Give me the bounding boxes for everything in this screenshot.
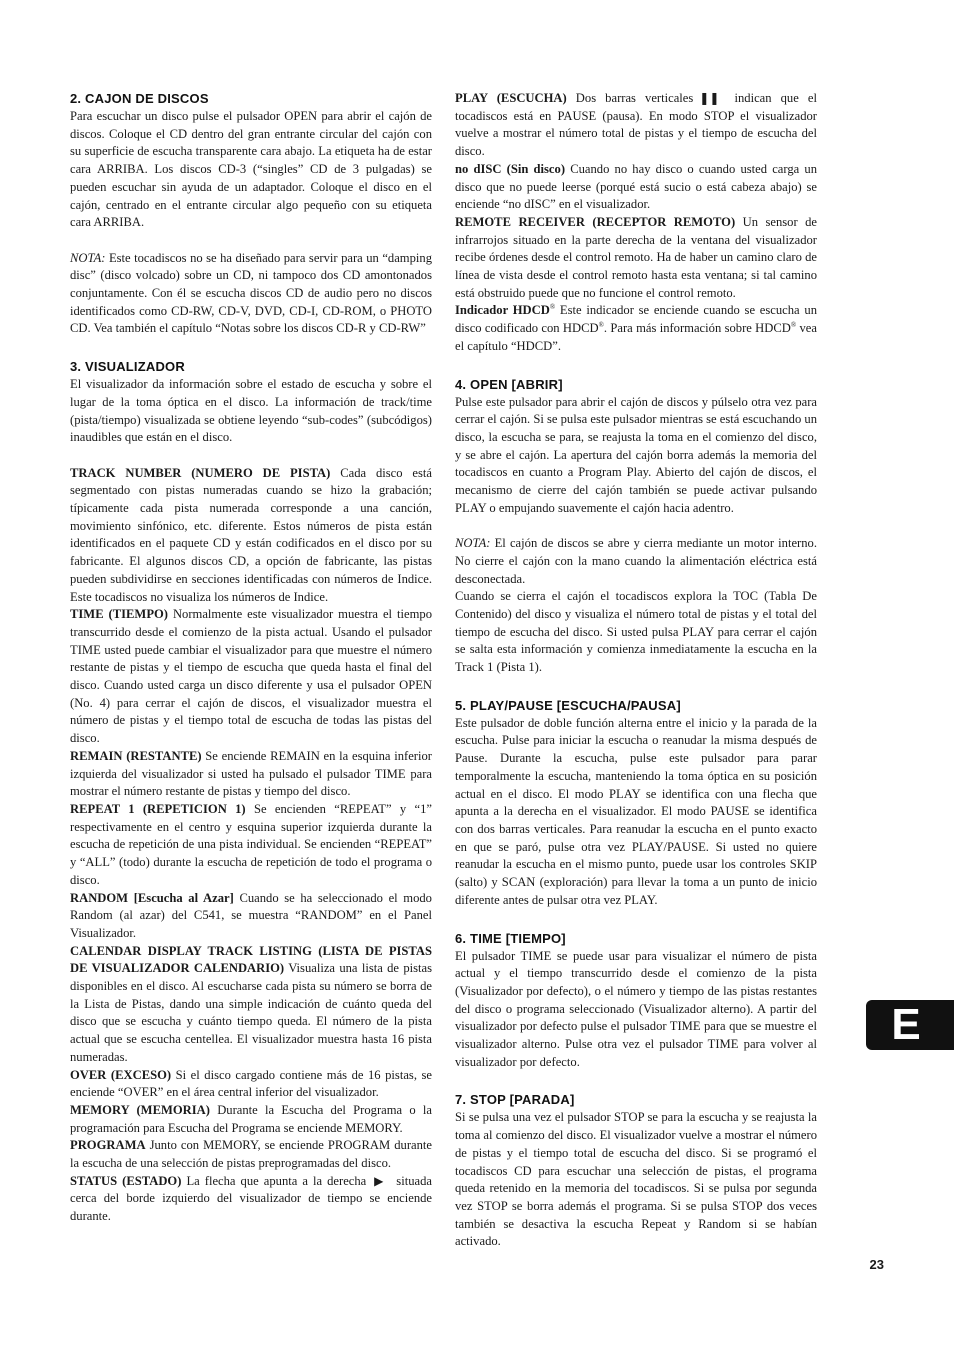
left-column [70, 90, 432, 1226]
paragraph: Pulse este pulsador para abrir el cajón de discos y púlselo otra vez para cerrar el cajón. Si se pulsa este pulsador mientras se está escuchando un disco, la escucha se para, se reajusta la toma en el comienzo del disco, y se abre el cajón. La apertura del cajón borra además la memoria del tocadiscos en cuanto a Program Play. Abierto del cajón de discos, el mecanismo de cierre del cajón también se puede activar pulsando PLAY o empujando suavemente el cajón hacia adentro. [455, 394, 817, 515]
term: TRACK NUMBER (NUMERO DE PISTA) [70, 465, 331, 480]
definition-text: Si el disco cargado contiene más de 16 pistas, se enciende “OVER” en el área central inferior del visualizador. [70, 1067, 432, 1100]
section-heading: 5. PLAY/PAUSE [ESCUCHA/PAUSA] [455, 697, 681, 713]
registered-mark: ® [549, 303, 556, 312]
definition-no-disc [455, 161, 817, 214]
definition-text: Cada disco está segmentado con pistas numeradas cuando se hizo la grabación; típicamente cada pista numerada corresponde a una canción, movimiento sinfónico, etc. diferente. Estos números de pista están identificados en el paquete CD y están codificados en el disco por su fabricante. El algunos discos CD, a opción de fabricante, las pistas pueden subdividirse en secciones identificadas con números de Indice. Este tocadiscos no visualiza los números de Indice. [70, 465, 433, 604]
term: REMOTE RECEIVER (RECEPTOR REMOTO) [455, 214, 736, 229]
definition-text: vea el capítulo “HDCD”. [455, 321, 817, 353]
term: TIME (TIEMPO) [70, 607, 168, 622]
definition-text: Dos barras verticales [566, 91, 694, 105]
definition-programa [70, 1137, 432, 1172]
term: no dISC (Sin disco) [455, 161, 566, 176]
section-time [455, 930, 817, 1072]
note-paragraph [455, 535, 817, 588]
section-heading: 6. TIME [TIEMPO] [455, 930, 566, 946]
section-heading: 4. OPEN [ABRIR] [455, 376, 563, 392]
definition-text: Cuando se ha seleccionado el modo Random (al azar) del C541, se muestra “RANDOM” en el Panel Visualizador. [70, 890, 432, 940]
definition-status [70, 1173, 432, 1226]
paragraph: El pulsador TIME se puede usar para visualizar el número de pista actual y el tiempo transcurrido desde el comienzo de la pista (Visualizador por defecto), o el número y tiempo de las pistas restantes del disco o programa seleccionado (Visualizador alterno). A partir del visualizador por defecto pulse el pulsador TIME para que se muestre el visualizador alterno. Pulse otra vez el pulsador TIME para volver al visualizador por defecto. [455, 948, 817, 1069]
definition-text: La flecha que apunta a la derecha [181, 1173, 367, 1188]
definition-text: Durante la Escucha del Programa o la programación para Escucha del Programa se enciende MEMORY. [70, 1102, 432, 1135]
term: REPEAT 1 (REPETICION 1) [70, 801, 246, 816]
definition-remain [70, 748, 432, 801]
note-label: NOTA: [455, 536, 491, 551]
definition-hdcd [455, 302, 817, 355]
definition-text: Visualiza una lista de pistas disponibles en el disco. Al escucharse cada pista su número se borra de la Lista de Pistas, dando una simple indicación de cuánto queda del disco que se escucha y cuánto tiempo queda. El número de la pista actual que se escucha centellea. El visualizador muestra hasta 16 pista numeradas. [70, 961, 433, 1064]
definition-memory [70, 1102, 432, 1137]
section-play-pause [455, 697, 817, 910]
definition-play [455, 90, 817, 161]
term: RANDOM [Escucha al Azar] [70, 890, 234, 905]
definition-track-number [70, 465, 432, 607]
definition-text: Normalmente este visualizador muestra el tiempo transcurrido desde el comienzo de la pista actual. Usando el pulsador TIME usted puede cambiar el visualizador para que muestre el número restante de pistas y el tiempo de escucha que queda hasta el final del disco. Cuando usted carga un disco diferente y usa el pulsador OPEN (No. 4) para cerrar el cajón de discos, el visualizador muestra el número de pistas y el tiempo total de escucha de todas las pistas del disco. [70, 607, 432, 746]
definition-text: Junto con MEMORY, se enciende PROGRAM durante la escucha de una selección de pistas preprogramadas del disco. [70, 1138, 432, 1171]
definition-text: Cuando no hay disco o cuando usted carga un disco que no puede leerse (porqué está sucio o está cabeza abajo) se enciende “no dISC” en el visualizador. [455, 161, 817, 212]
section-open [455, 376, 817, 677]
section-heading: 3. VISUALIZADOR [70, 359, 185, 375]
note-label: NOTA: [70, 250, 106, 265]
definition-over [70, 1067, 432, 1102]
paragraph: Cuando se cierra el cajón el tocadiscos explora la TOC (Tabla De Contenido) del disco y visualiza el número total de pistas y el total del tiempo de escucha del disco. Si usted pulsa PLAY para cerrar el cajón se salta esta información y comienza inmediatamente la escucha en la Track 1 (Pista 1). [455, 589, 817, 675]
definition-text: indican que el tocadiscos está en PAUSE (pausa). En modo STOP el visualizador vuelve a mostrar el número total de pistas y el tiempo de escucha del disco. [455, 91, 817, 159]
definition-text: Se encienden “REPEAT” y “1” respectivamente en el centro y esquina superior izquierda durante la escucha de repetición de una pista individual. Se encienden “REPEAT” y “ALL” (todo) durante la escucha de repetición de todo el programa o disco. [70, 801, 433, 887]
section-heading: 7. STOP [PARADA] [455, 1092, 575, 1108]
definition-text: situada cerca del borde izquierdo del visualizador de tiempo se enciende durante. [70, 1173, 432, 1224]
term: CALENDAR DISPLAY TRACK LISTING (LISTA DE PISTAS DE VISUALIZADOR CALENDARIO) [70, 943, 432, 976]
section-heading: 2. CAJON DE DISCOS [70, 91, 209, 106]
registered-mark: ® [598, 320, 604, 329]
paragraph: El visualizador da información sobre el estado de escucha y sobre el lugar de la toma óptica en el disco. La información de track/time (pista/tiempo) visualizada se obtiene leyendo “sub-codes” (subcódigos) inaudibles que están en el disco. [70, 377, 432, 445]
note-text: Este tocadiscos no se ha diseñado para servir para un “damping disc” (disco volcado) sobre un CD, ni tampoco dos CD amontonados conjuntamente. Con él se escucha discos CD de audio pero no discos identificados como CD-RW, CD-V, DVD, CD-I, CD-ROM, o PHOTO CD. Vea también el capítulo “Notas sobre los discos CD-R y CD-RW” [70, 250, 432, 336]
term: MEMORY (MEMORIA) [70, 1102, 210, 1117]
definition-text: Un sensor de infrarrojos situado en la parte derecha de la ventana del visualizador recibe órdenes desde el control remoto. Ha de haber un camino claro de línea de vista desde el control remoto hasta esta ventana; si tal camino está obstruido puede que no funcione el control remoto. [455, 214, 817, 300]
section-cajon-de-discos [70, 90, 432, 338]
term: PLAY (ESCUCHA) [455, 91, 567, 105]
note-paragraph [70, 250, 432, 339]
language-tab-letter: E [891, 1000, 921, 1049]
right-column [455, 90, 817, 1251]
pause-icon: ❚❚ [699, 91, 720, 105]
definition-remote-receiver [455, 214, 817, 303]
definition-calendar-display [70, 943, 432, 1067]
term: Indicador HDCD [455, 303, 550, 318]
play-arrow-icon: ▶ [372, 1173, 386, 1188]
registered-mark: ® [790, 320, 797, 329]
paragraph: Este pulsador de doble función alterna entre el inicio y la parada de la escucha. Pulse para iniciar la escucha o reanudar la misma después de Pause. Durante la escucha, pulse este pulsador para parar temporalmente la escucha, manteniendo la toma óptica en su posición actual en el disco. El modo PLAY se identifica con una flecha que apunta a la derecha en el visualizador. El modo PAUSE se identifica con dos barras verticales. Para reanudar la escucha en el punto exacto en que se paró, pulse otra vez PLAY/PAUSE. Si usted no quiere reanudar la escucha en el mismo punto, puede usar los controles SKIP (salto) y SCAN (exploración) para llevar la toma a un punto de inicio diferente antes de pulsar otra vez PLAY. [455, 715, 817, 907]
page-number: 23 [869, 1257, 884, 1272]
definition-random [70, 890, 432, 943]
section-visualizador [70, 358, 432, 1226]
language-side-tab [866, 1000, 954, 1050]
note-text: El cajón de discos se abre y cierra mediante un motor interno. No cierre el cajón con la mano cuando la alimentación eléctrica está desconectada. [455, 536, 817, 586]
paragraph: Si se pulsa una vez el pulsador STOP se para la escucha y se reajusta la toma al comienzo del disco. El visualizador vuelve a mostrar el número de pistas y el tiempo total de escucha del disco. Si se programó el tocadiscos CD para escuchar una selección de pistas, el programa queda retenido en la memoria del tocadiscos. Si se pulsa por segunda vez STOP se borra además el programa. Si se pulsa STOP dos veces también se desactiva la escucha Repeat y Random si se habían activado. [455, 1110, 817, 1249]
definition-text: . Para más información sobre HDCD [603, 321, 791, 336]
definition-repeat [70, 801, 432, 890]
definition-time [70, 606, 432, 748]
term: REMAIN (RESTANTE) [70, 748, 202, 763]
paragraph: Para escuchar un disco pulse el pulsador OPEN para abrir el cajón de discos. Coloque el CD dentro del gran entrante circular del cajón con su superficie de escucha transparente cara abajo. La etiqueta ha de estar cara ARRIBA. Los discos CD-3 (“singles” CD de 3 pulgadas) se pueden escuchar sin ayuda de un adaptador. Coloque el disco en el cajón, centrado en el entrante circular algo pequeño con su etiqueta cara ARRIBA. [70, 109, 432, 230]
section-stop [455, 1091, 817, 1251]
term: PROGRAMA [70, 1138, 146, 1153]
term: OVER (EXCESO) [70, 1067, 172, 1082]
definition-text: Se enciende REMAIN en la esquina inferior izquierda del visualizador si usted ha pulsado el pulsador TIME para mostrar el número restante de pistas y tiempo del disco. [70, 748, 432, 799]
definition-text: Este indicador se enciende cuando se escucha un disco codificado con HDCD [455, 303, 818, 336]
section-visualizador-continued [455, 90, 817, 356]
term: STATUS (ESTADO) [70, 1173, 182, 1188]
